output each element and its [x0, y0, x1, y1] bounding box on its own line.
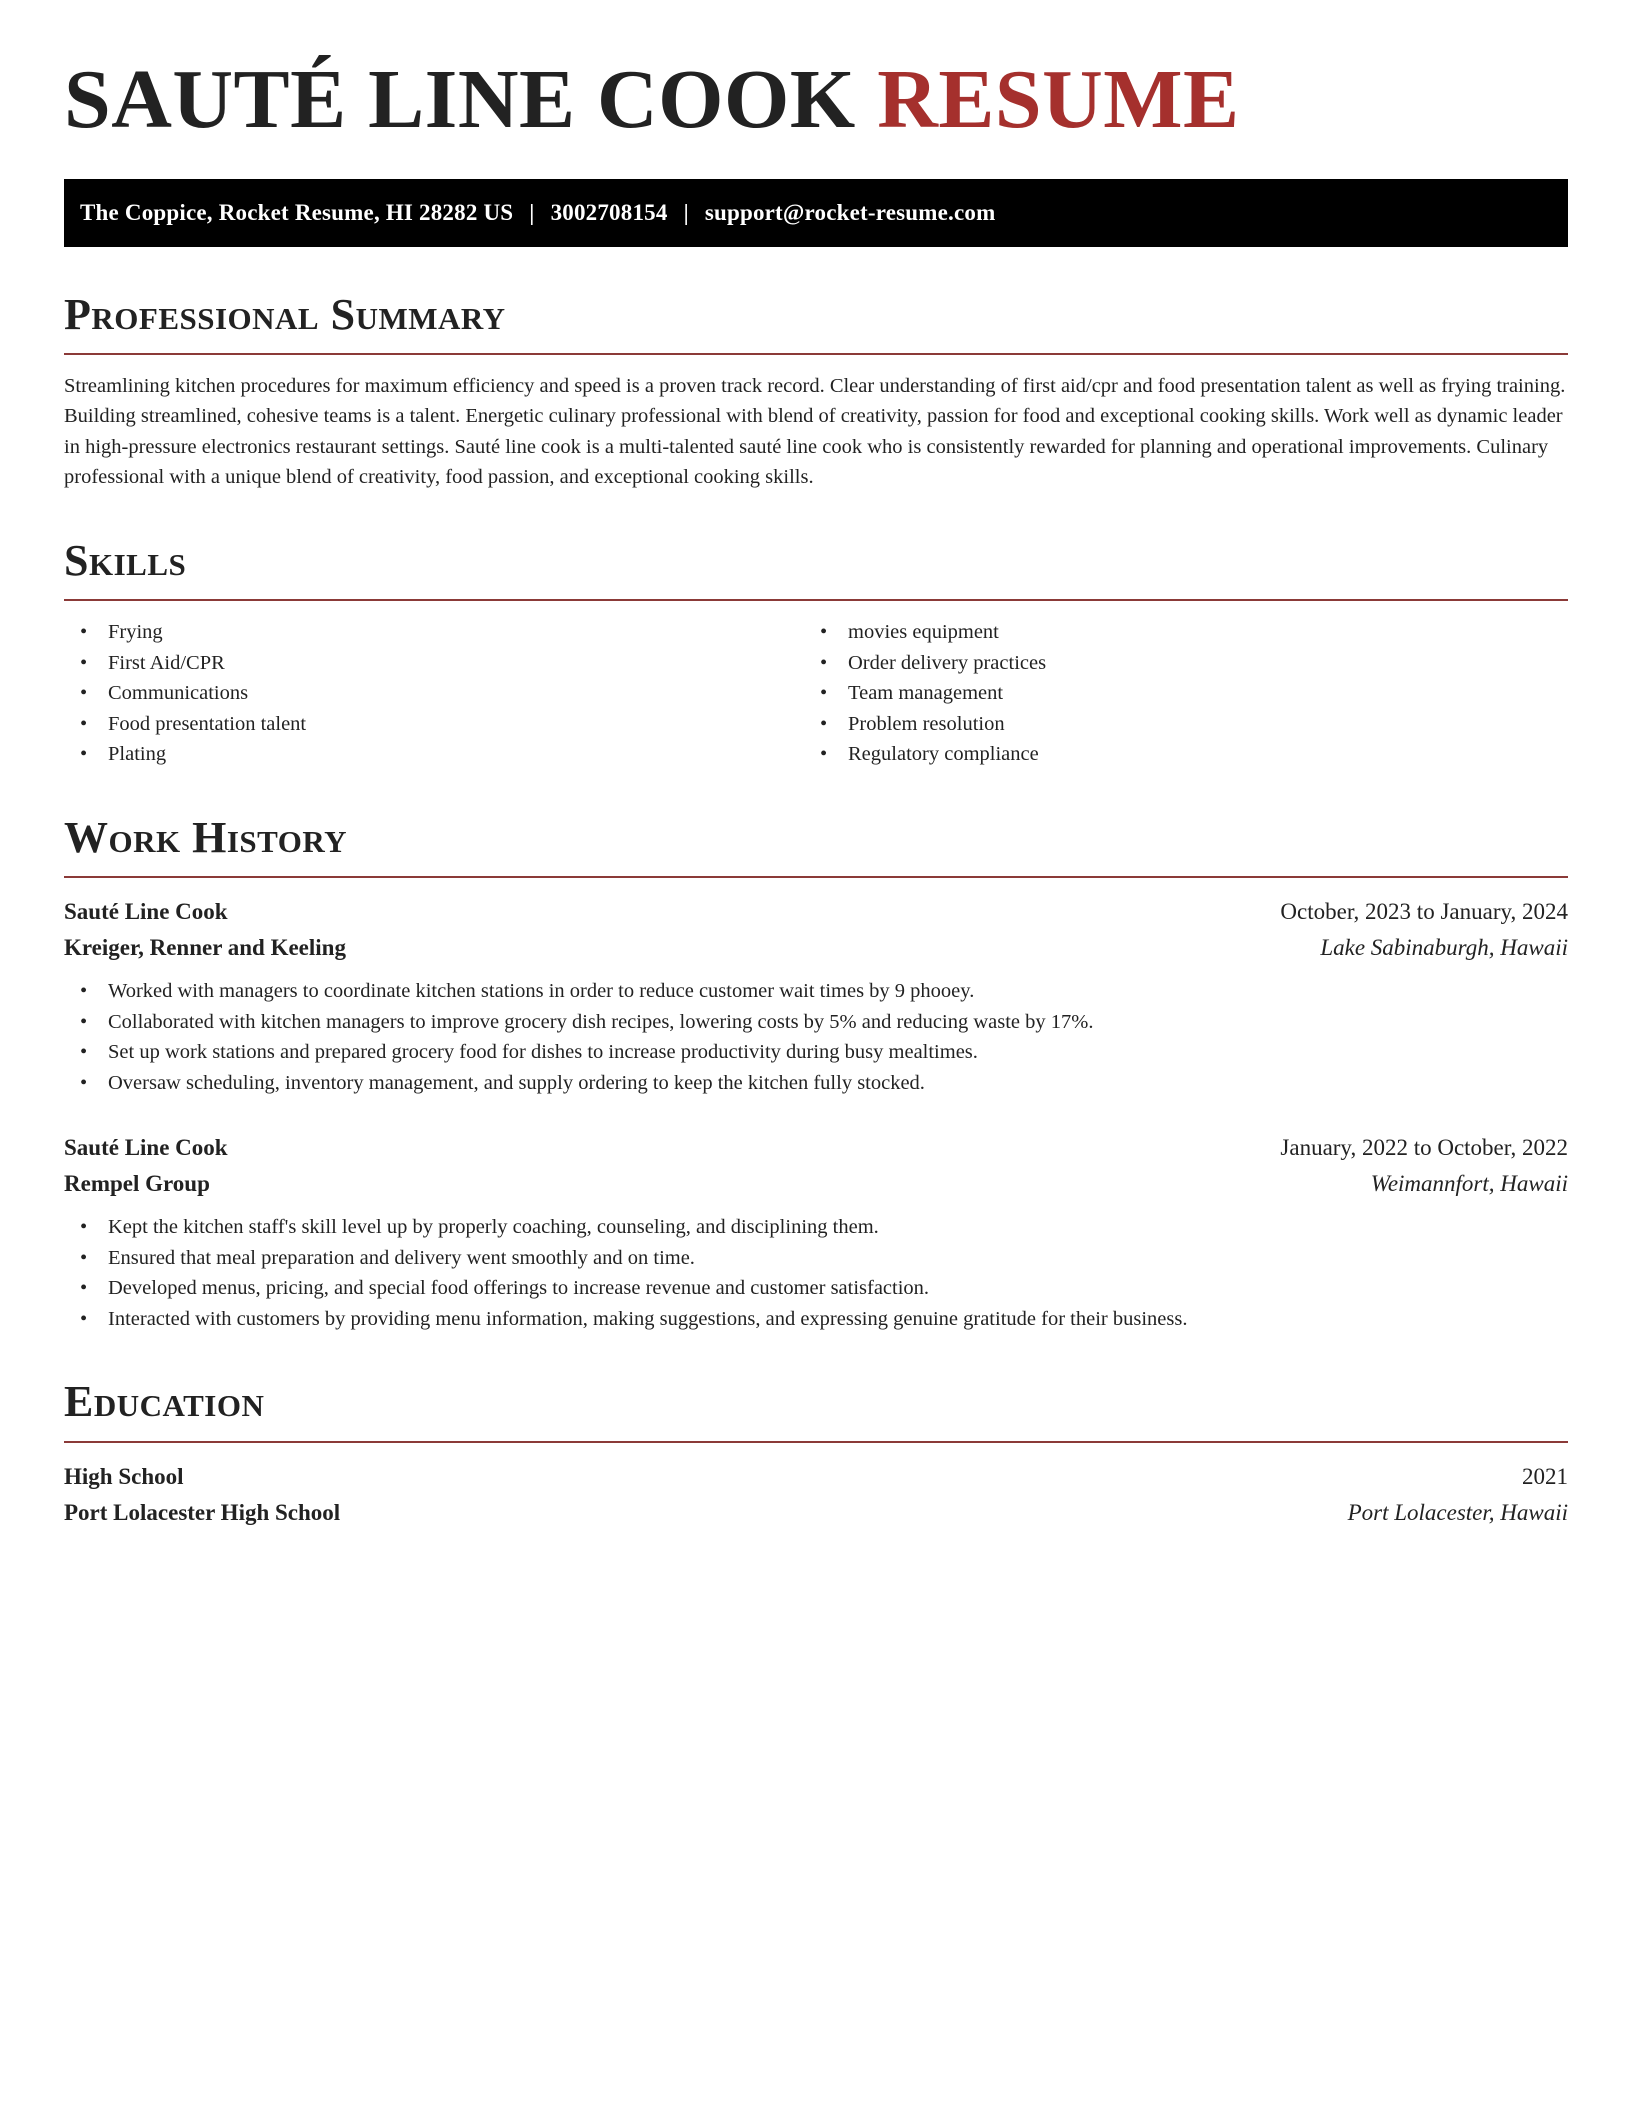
education-degree: High School: [64, 1463, 184, 1489]
contact-bar: [64, 179, 1568, 247]
skill-item: • movies equipment: [820, 617, 1560, 648]
work-history-heading: Work History: [64, 812, 348, 862]
job-dates: January, 2022 to October, 2022: [1280, 1135, 1568, 1161]
summary-text: Streamlining kitchen procedures for maximum efficiency and speed is a proven track record. Clear understanding of first aid/cpr and food presentation talent as well as frying training. Building streamlined, cohesive teams is a talent. Energetic culinary professional with blend of creativity, passion for food and exceptional cooking skills. Work well as dynamic leader in high-pressure electronics restaurant settings. Sauté line cook is a multi-talented sauté line cook who is consistently rewarded for planning and operational improvements. Culinary professional with a unique blend of creativity, food passion, and exceptional cooking skills.: [64, 374, 1566, 489]
job-bullets: [64, 976, 1568, 1098]
skill-item: • Order delivery practices: [820, 648, 1560, 679]
title-main: SAUTÉ LINE COOK: [64, 53, 856, 146]
job-company: Rempel Group: [64, 1171, 210, 1197]
contact-email: support@rocket-resume.com: [704, 199, 996, 225]
skill-item: • Regulatory compliance: [820, 739, 1560, 770]
contact-address: The Coppice, Rocket Resume, HI 28282 US: [80, 199, 514, 225]
job-bullet: • Set up work stations and prepared grocery food for dishes to increase productivity during busy mealtimes.: [80, 1037, 1568, 1068]
job-company: Kreiger, Renner and Keeling: [64, 935, 346, 961]
skills-columns: [64, 617, 1568, 770]
skill-item: • Team management: [820, 678, 1560, 709]
skills-section: [64, 537, 1568, 770]
section-divider: [64, 876, 1568, 878]
skill-item: • Food presentation talent: [80, 709, 820, 740]
skill-item: • Problem resolution: [820, 709, 1560, 740]
education-heading: Education: [64, 1377, 265, 1427]
job-bullet: • Kept the kitchen staff's skill level up by properly coaching, counseling, and disciplining them.: [80, 1212, 1568, 1243]
job-entry: [64, 1130, 1568, 1334]
skills-list-right: [820, 617, 1560, 770]
education-year: 2021: [1522, 1463, 1568, 1489]
contact-separator: |: [683, 199, 689, 225]
skill-item: • First Aid/CPR: [80, 648, 820, 679]
education-school-row: [64, 1495, 1568, 1531]
job-title-row: [64, 1130, 1568, 1166]
job-title-row: [64, 894, 1568, 930]
job-title: Sauté Line Cook: [64, 1135, 228, 1161]
job-company-row: [64, 1166, 1568, 1202]
job-bullet: • Interacted with customers by providing menu information, making suggestions, and expressing genuine gratitude for their business.: [80, 1304, 1568, 1335]
job-location: Lake Sabinaburgh, Hawaii: [1320, 935, 1568, 961]
job-bullet: • Developed menus, pricing, and special food offerings to increase revenue and customer satisfaction.: [80, 1273, 1568, 1304]
title-accent: RESUME: [877, 53, 1240, 146]
education-degree-row: [64, 1459, 1568, 1495]
summary-heading: Professional Summary: [64, 289, 506, 339]
job-bullet: • Worked with managers to coordinate kitchen stations in order to reduce customer wait times by 9 phooey.: [80, 976, 1568, 1007]
job-bullet: • Oversaw scheduling, inventory management, and supply ordering to keep the kitchen fully stocked.: [80, 1068, 1568, 1099]
work-history-section: [64, 814, 1568, 1334]
job-company-row: [64, 930, 1568, 966]
job-dates: October, 2023 to January, 2024: [1280, 899, 1568, 925]
education-location: Port Lolacester, Hawaii: [1347, 1499, 1568, 1525]
job-bullet: • Collaborated with kitchen managers to improve grocery dish recipes, lowering costs by 5% and reducing waste by 17%.: [80, 1007, 1568, 1038]
section-divider: [64, 1441, 1568, 1443]
job-bullet: • Ensured that meal preparation and delivery went smoothly and on time.: [80, 1243, 1568, 1274]
page-title: [64, 52, 1568, 149]
skill-item: • Plating: [80, 739, 820, 770]
job-location: Weimannfort, Hawaii: [1370, 1171, 1568, 1197]
job-title: Sauté Line Cook: [64, 899, 228, 925]
contact-separator: |: [529, 199, 535, 225]
section-divider: [64, 599, 1568, 601]
section-divider: [64, 353, 1568, 355]
job-entry: [64, 894, 1568, 1098]
education-section: [64, 1378, 1568, 1530]
skills-list-left: [64, 617, 820, 770]
skills-heading: Skills: [64, 535, 187, 585]
skill-item: • Communications: [80, 678, 820, 709]
skill-item: • Frying: [80, 617, 820, 648]
summary-section: [64, 291, 1568, 493]
education-school: Port Lolacester High School: [64, 1499, 341, 1525]
contact-phone: 3002708154: [550, 199, 668, 225]
job-bullets: [64, 1212, 1568, 1334]
